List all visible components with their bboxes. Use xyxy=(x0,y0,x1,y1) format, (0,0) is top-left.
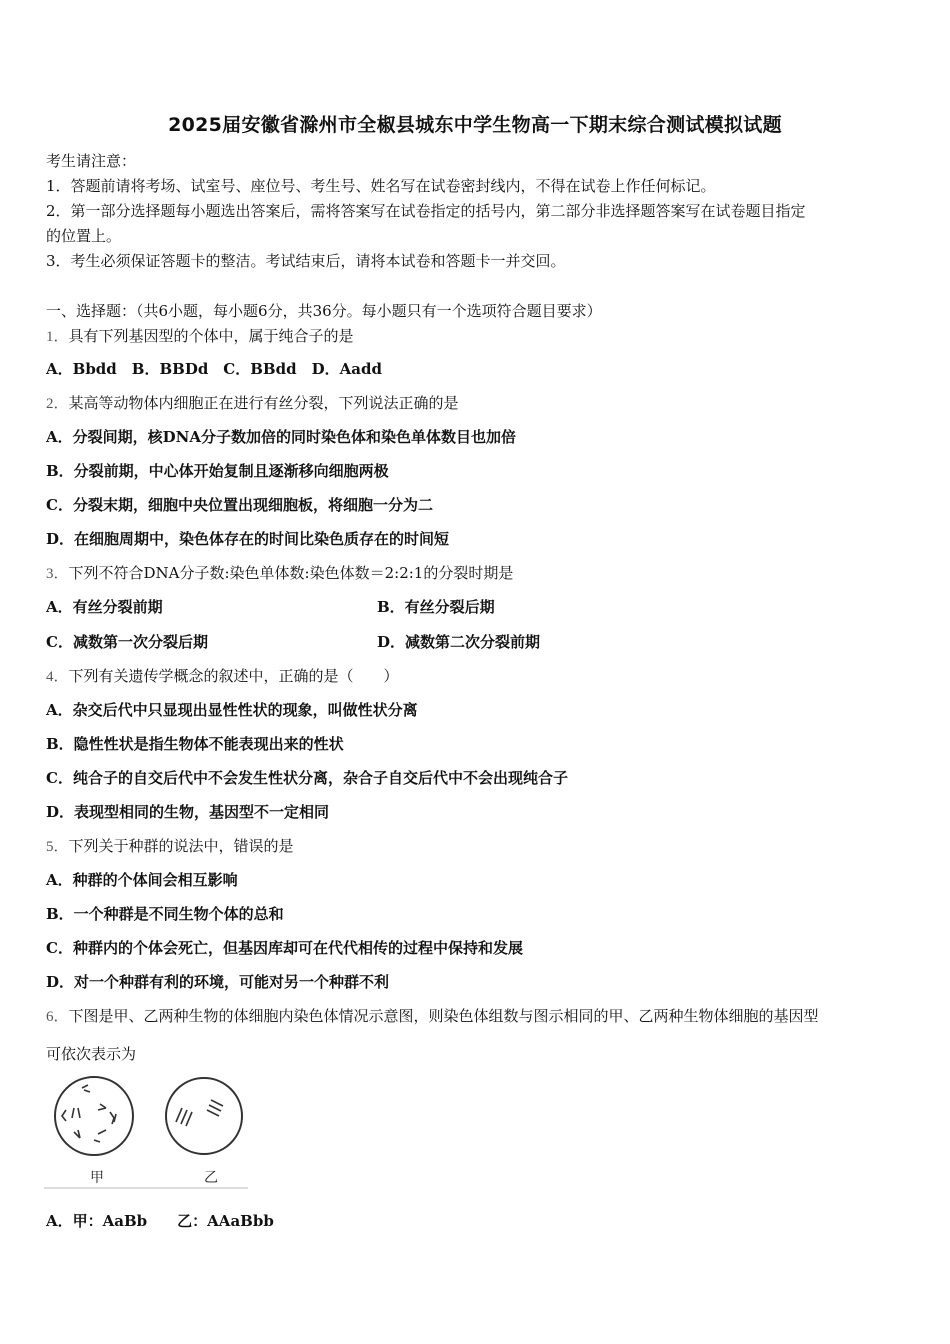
question-text: 下图是甲、乙两种生物的体细胞内染色体情况示意图，则染色体组数与图示相同的甲、乙两种生物体细胞的基因型 xyxy=(68,1007,819,1025)
notice-item: 的位置上。 xyxy=(46,227,122,245)
option-b: B．分裂前期，中心体开始复制且逐渐移向细胞两极 xyxy=(46,462,389,480)
question-text: 某高等动物体内细胞正在进行有丝分裂，下列说法正确的是 xyxy=(68,394,459,412)
question-3-stem xyxy=(46,563,513,584)
question-1-options: A．Bbdd B．BBDd C．BBdd D．Aadd xyxy=(46,360,382,378)
question-number: 3． xyxy=(46,566,69,582)
page-title: 2025届安徽省滁州市全椒县城东中学生物高一下期末综合测试模拟试题 xyxy=(168,114,782,136)
notice-item: 1．答题前请将考场、试室号、座位号、考生号、姓名写在试卷密封线内，不得在试卷上作任何标记。 xyxy=(46,177,716,195)
option-a: A．有丝分裂前期 xyxy=(46,598,163,616)
figure-label-yi: 乙 xyxy=(204,1170,218,1186)
question-number: 4． xyxy=(46,669,69,685)
option-d: D．对一个种群有利的环境，可能对另一个种群不利 xyxy=(46,973,390,991)
question-text: 下列不符合DNA分子数:染色单体数:染色体数＝2:2:1的分裂时期是 xyxy=(68,564,514,582)
question-number: 2． xyxy=(46,396,69,412)
option-c: C．减数第一次分裂后期 xyxy=(46,633,208,651)
question-6-stem-continued: 可依次表示为 xyxy=(46,1045,137,1063)
option-c: C．种群内的个体会死亡，但基因库却可在代代相传的过程中保持和发展 xyxy=(46,939,523,957)
cell-yi xyxy=(166,1078,242,1154)
option-b: B．有丝分裂后期 xyxy=(377,598,495,616)
chromosome-diagram xyxy=(44,1070,248,1190)
question-text: 下列有关遗传学概念的叙述中，正确的是（ ） xyxy=(68,667,399,685)
question-4-stem xyxy=(46,666,399,687)
question-text: 具有下列基因型的个体中，属于纯合子的是 xyxy=(68,327,354,345)
cell-jia xyxy=(55,1077,133,1155)
option-a: A．甲：AaBb 乙：AAaBbb xyxy=(46,1212,274,1230)
option-c: C．纯合子的自交后代中不会发生性状分离，杂合子自交后代中不会出现纯合子 xyxy=(46,769,568,787)
notice-item: 3．考生必须保证答题卡的整洁。考试结束后，请将本试卷和答题卡一并交回。 xyxy=(46,252,566,270)
question-5-stem xyxy=(46,836,294,857)
notice-heading: 考生请注意： xyxy=(46,152,137,170)
notice-item: 2．第一部分选择题每小题选出答案后，需将答案写在试卷指定的括号内，第二部分非选择题答案写在试卷题目指定 xyxy=(46,202,806,220)
question-number: 1． xyxy=(46,329,69,345)
option-d: D．表现型相同的生物，基因型不一定相同 xyxy=(46,803,330,821)
question-2-stem xyxy=(46,393,459,414)
option-c: C．分裂末期，细胞中央位置出现细胞板，将细胞一分为二 xyxy=(46,496,433,514)
question-number: 5． xyxy=(46,839,69,855)
question-text: 下列关于种群的说法中，错误的是 xyxy=(68,837,294,855)
option-b: B．一个种群是不同生物个体的总和 xyxy=(46,905,284,923)
option-a: A．杂交后代中只显现出显性性状的现象，叫做性状分离 xyxy=(46,701,418,719)
option-d: D．在细胞周期中，染色体存在的时间比染色质存在的时间短 xyxy=(46,530,450,548)
question-1-stem xyxy=(46,326,354,347)
option-d: D．减数第二次分裂前期 xyxy=(377,633,541,651)
section-heading: 一、选择题：（共6小题，每小题6分，共36分。每小题只有一个选项符合题目要求） xyxy=(46,302,602,320)
figure-label-jia: 甲 xyxy=(90,1170,104,1186)
question-number: 6． xyxy=(46,1009,69,1025)
option-a: A．分裂间期，核DNA分子数加倍的同时染色体和染色单体数目也加倍 xyxy=(46,428,516,446)
option-a: A．种群的个体间会相互影响 xyxy=(46,871,238,889)
question-6-stem xyxy=(46,1006,819,1027)
option-b: B．隐性性状是指生物体不能表现出来的性状 xyxy=(46,735,344,753)
